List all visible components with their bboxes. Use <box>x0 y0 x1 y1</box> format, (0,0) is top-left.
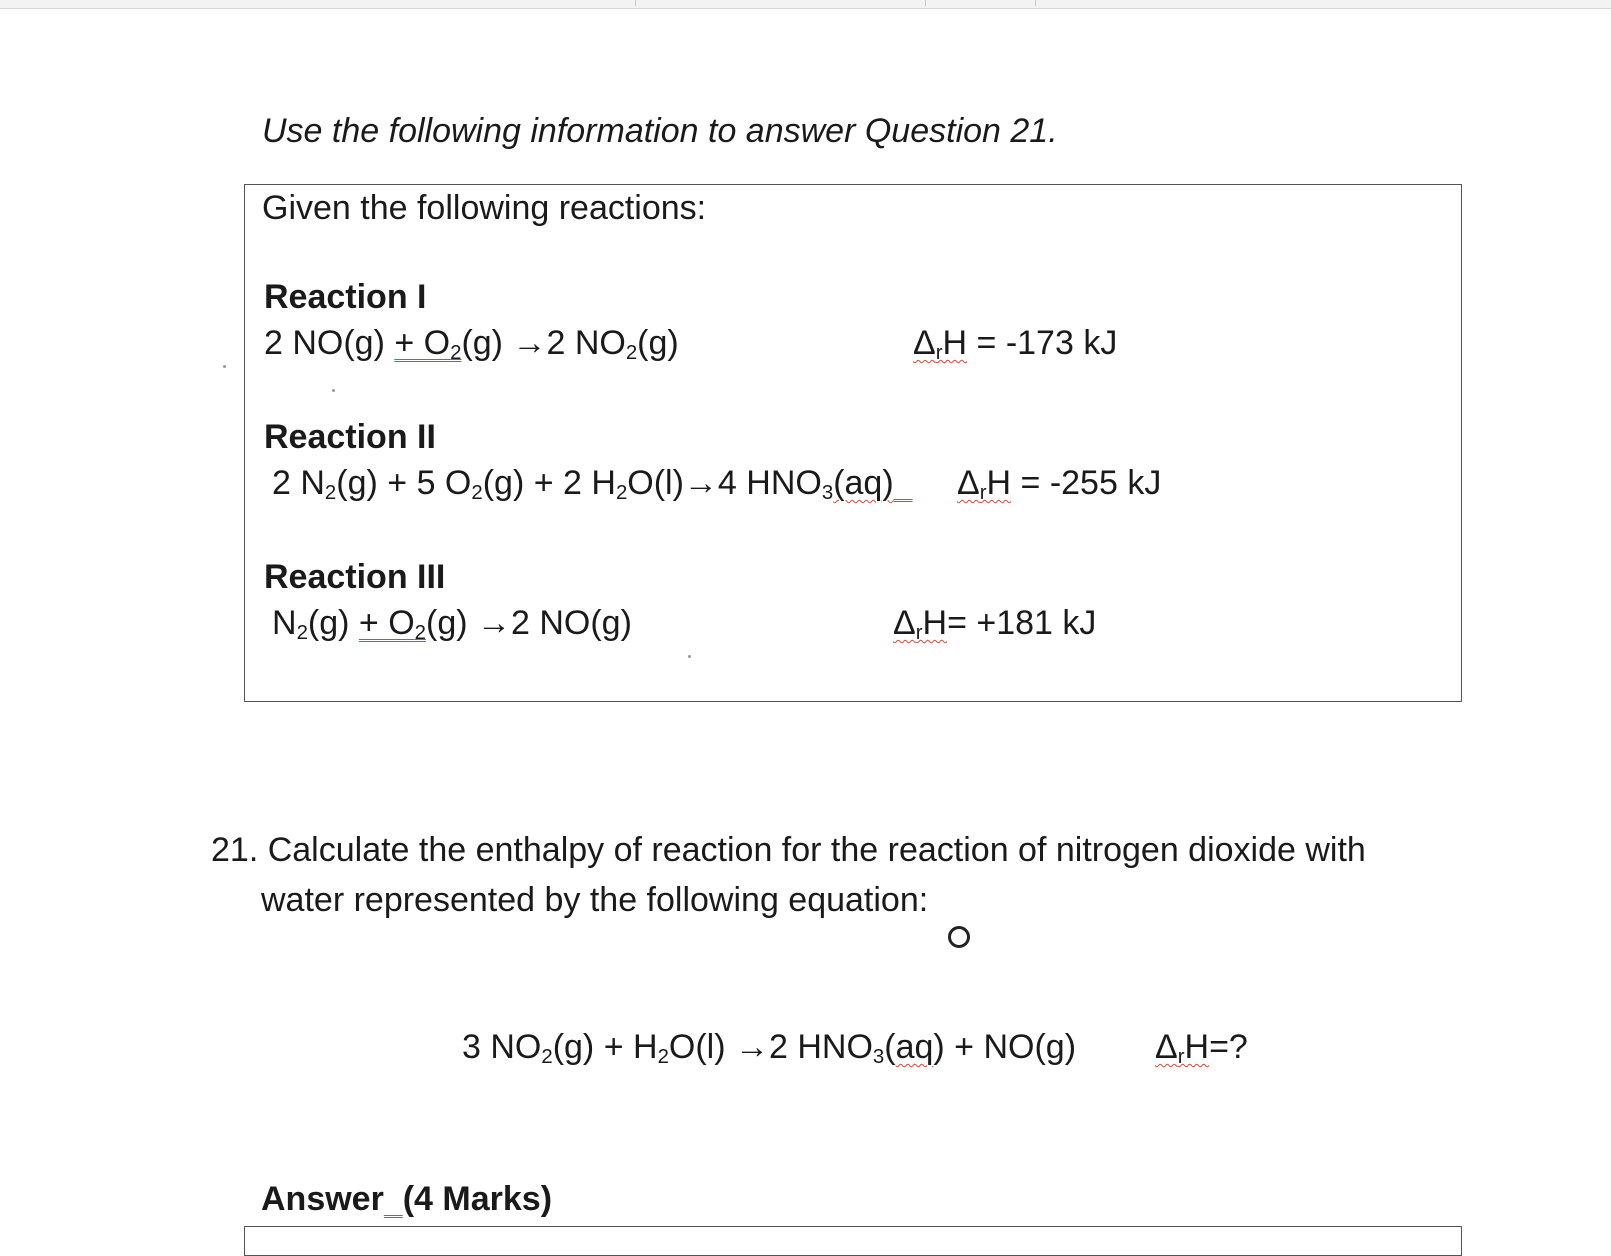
reaction-1-equation: 2 $NO(g) + O_2(g) \to 2$ $NO_2(g)$ <box>264 324 679 365</box>
stray-mark <box>688 655 691 658</box>
ruler-tick <box>1035 0 1036 6</box>
stray-mark <box>223 365 226 368</box>
stray-mark <box>332 389 335 392</box>
intro-text: Use the following information to answer Question 21. <box>262 112 1058 150</box>
top-ruler-strip <box>0 0 1611 9</box>
answer-heading: Answer (4 Marks) <box>261 1180 553 1218</box>
question-line-2: water represented by the following equation: <box>261 881 929 919</box>
question-line-1: 21. Calculate the enthalpy of reaction for the reaction of nitrogen dioxide with <box>211 831 1366 869</box>
reaction-3-enthalpy: $\Delta_rH= +181$ kJ <box>893 604 1097 645</box>
reaction-3-title: Reaction III <box>264 558 446 596</box>
cursor-circle-icon <box>948 926 970 948</box>
ruler-tick <box>635 0 636 6</box>
target-equation: 3 $NO_2(g) + H_2O(l) \to 2$ $HNO_3(aq) + NO(g)$ <box>462 1028 1077 1069</box>
reaction-2-equation: 2 $N_2(g) + 5$ $O_2(g) + 2$ $H_2O(l)\to 4$ $HNO_3(aq)$ <box>272 464 894 505</box>
box-heading: Given the following reactions: <box>262 189 707 227</box>
answer-box[interactable] <box>244 1226 1462 1256</box>
reaction-2-title: Reaction II <box>264 418 436 456</box>
reaction-3-equation: $N_2(g) + O_2(g) \to 2$ NO(g) <box>272 604 632 645</box>
reactions-box <box>244 184 1462 702</box>
reaction-2-enthalpy: $\Delta_rH = -255$ kJ <box>957 464 1162 505</box>
reaction-1-title: Reaction I <box>264 278 427 316</box>
target-enthalpy: $\Delta_rH=$? <box>1155 1028 1248 1069</box>
ruler-tick <box>925 0 926 6</box>
reaction-1-enthalpy: $\Delta_rH = -173$ kJ <box>913 324 1118 365</box>
